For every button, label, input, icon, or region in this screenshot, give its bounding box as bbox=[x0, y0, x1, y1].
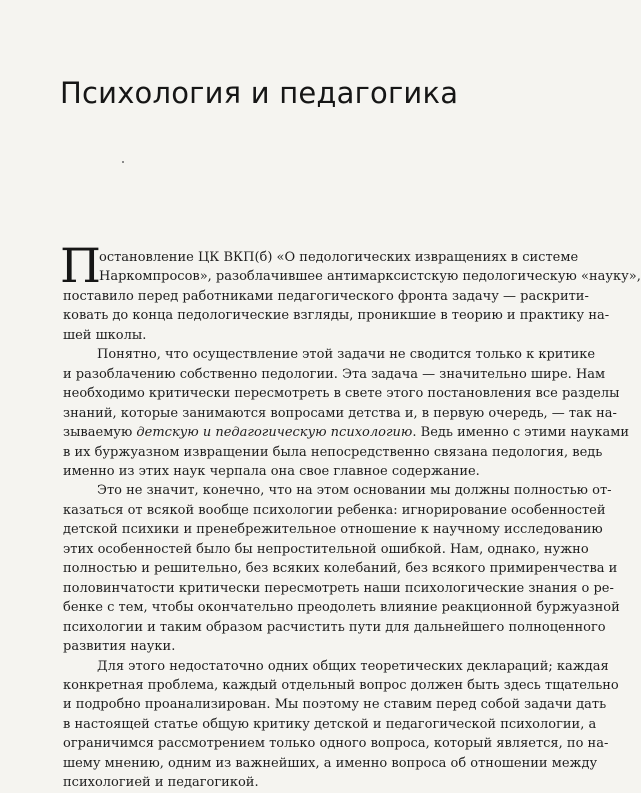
text-line: шему мнению, одним из важнейших, а именно вопроса об отношении между bbox=[63, 755, 598, 771]
paragraph-2 bbox=[63, 345, 630, 481]
text-fragment: . Ведь именно с этими науками bbox=[412, 425, 630, 441]
text-line: казаться от всякой вообще психологии ребенка: игнорирование особенностей bbox=[63, 502, 606, 518]
text-line: необходимо критически пересмотреть в свете этого постановления все разделы bbox=[63, 386, 620, 402]
text-line: шей школы. bbox=[63, 327, 147, 343]
text-line: Наркомпросов», разоблачившее антимарксистскую педологическую «науку», bbox=[99, 269, 641, 285]
section-heading: Психология и педагогика bbox=[60, 76, 459, 110]
paragraph-1 bbox=[60, 239, 641, 345]
text-line: именно из этих наук черпала она свое главное содержание. bbox=[63, 463, 480, 479]
text-line: бенке с тем, чтобы окончательно преодолеть влияние реакционной буржуазной bbox=[63, 600, 620, 616]
text-line: поставило перед работниками педагогического фронта задачу — раскрити- bbox=[63, 288, 589, 304]
paragraph-3 bbox=[63, 481, 620, 656]
text-line: Это не значит, конечно, что на этом основании мы должны полностью от- bbox=[97, 483, 612, 499]
text-line: полностью и решительно, без всяких колебаний, без всякого примиренчества и bbox=[63, 561, 618, 577]
text-line: психологии и таким образом расчистить пути для дальнейшего полноценного bbox=[63, 619, 606, 635]
text-line-mixed bbox=[63, 423, 630, 442]
text-line: детской психики и пренебрежительное отношение к научному исследованию bbox=[63, 522, 603, 538]
text-fragment: зываемую bbox=[63, 425, 137, 441]
text-line: знаний, которые занимаются вопросами детства и, в первую очередь, — так на- bbox=[63, 405, 617, 421]
body-text bbox=[60, 239, 641, 793]
text-line: половинчатости критически пересмотреть наши психологические знания о ре- bbox=[63, 580, 614, 596]
italic-term: детскую и педагогическую психологию bbox=[136, 425, 413, 441]
text-line: и разоблачению собственно педологии. Эта задача — значительно шире. Нам bbox=[63, 366, 606, 382]
text-line: ковать до конца педологические взгляды, проникшие в теорию и практику на- bbox=[63, 308, 610, 324]
text-line: психологией и педагогикой. bbox=[63, 775, 259, 791]
text-line: и подробно проанализирован. Мы поэтому не ставим перед собой задачи дать bbox=[63, 697, 607, 713]
text-line: конкретная проблема, каждый отдельный вопрос должен быть здесь тщательно bbox=[63, 677, 619, 693]
text-line: этих особенностей было бы непростительной ошибкой. Нам, однако, нужно bbox=[63, 541, 589, 557]
text-line: Понятно, что осуществление этой задачи не сводится только к критике bbox=[97, 347, 596, 363]
text-line: развития науки. bbox=[63, 639, 176, 655]
text-line: ограничимся рассмотрением только одного вопроса, который является, по на- bbox=[63, 736, 609, 752]
text-line: Для этого недостаточно одних общих теоретических деклараций; каждая bbox=[97, 658, 609, 674]
paragraph-4 bbox=[63, 657, 619, 793]
print-speck bbox=[122, 161, 124, 163]
text-line: в настоящей статье общую критику детской и педагогической психологии, а bbox=[63, 716, 597, 732]
drop-cap: П bbox=[60, 239, 101, 294]
text-line: остановление ЦК ВКП(б) «О педологических извращениях в системе bbox=[99, 250, 579, 265]
text-line: в их буржуазном извращении была непосредственно связана педология, ведь bbox=[63, 444, 603, 460]
